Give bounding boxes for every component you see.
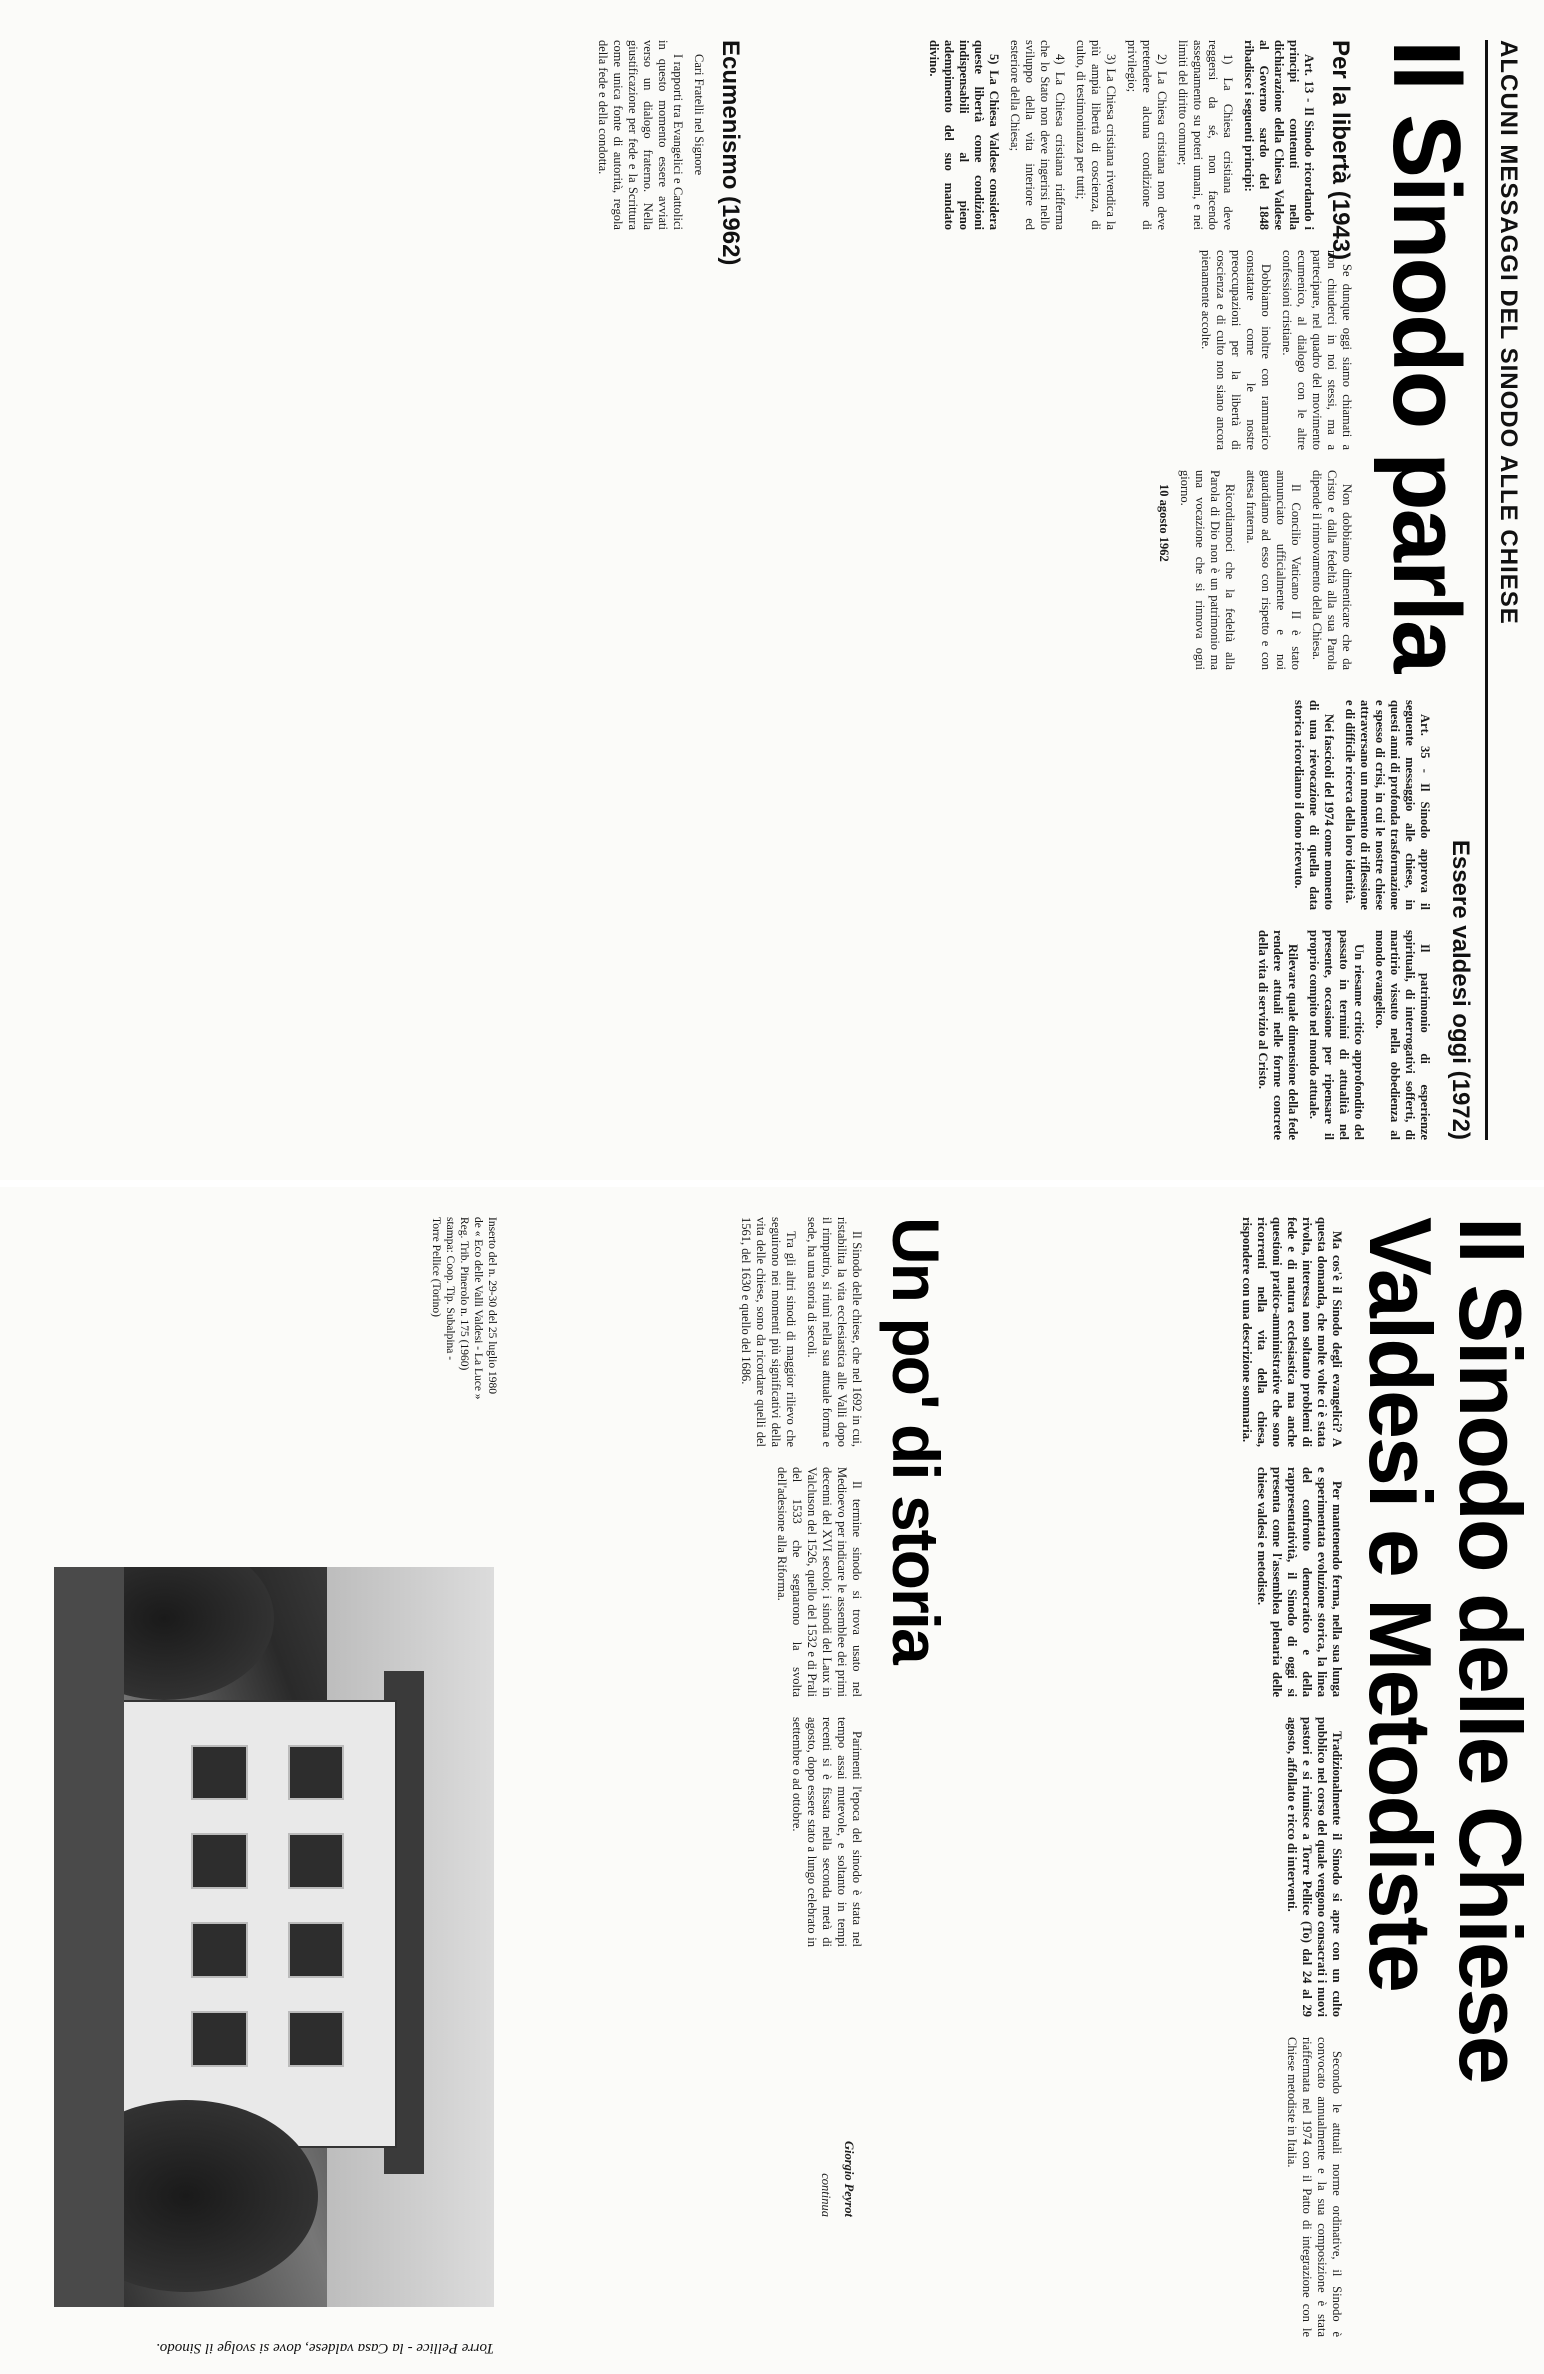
section3-paragraph: Nei fascicoli del 1974 come momento di una rievocazione di quella data storica ricordiamo il dono ricevuto. <box>1292 700 1336 910</box>
imprint-line: Inserto del n. 29-30 del 25 luglio 1980 <box>486 1217 498 1394</box>
section2-heading: Ecumenismo (1962) <box>717 40 744 266</box>
section1-paragraph: 5) La Chiesa Valdese considera queste libertà come condizioni indispensabili al pieno adempimento del suo mandato divino. <box>927 40 1001 230</box>
imprint-block <box>429 1217 499 1537</box>
main-title-line2: Valdesi e Metodiste <box>1351 1217 1450 1991</box>
section2-paragraph: Dobbiamo inoltre con rammarico constatare come le nostre preoccupazioni per la libertà di coscienza e di culto non siano ancora pienamente accolte. <box>1199 250 1273 450</box>
section2-column-3 <box>44 470 1354 670</box>
imprint-line: Reg. Trib. Pinerolo n. 175 (1960) <box>458 1217 470 1371</box>
main-title: Il Sinodo parla <box>1373 40 1480 672</box>
intro-paragraph: Per mantenendo ferma, nella sua lunga e sperimentata evoluzione storica, la linea del confronto democratico e della rappresentatività, il Sinodo di oggi si presenta come l'assemblea plenaria delle chiese valdesi e metodiste. <box>1255 1467 1344 1697</box>
photo-caption: Torre Pellice - la Casa valdese, dove si svolge il Sinodo. <box>155 2340 494 2356</box>
history-column-2 <box>514 1467 864 1697</box>
section1-paragraph: 2) La Chiesa cristiana non deve pretendere alcuna condizione di privilegio; <box>1125 40 1169 230</box>
section3-paragraph: Il patrimonio di esperienze spirituali, di interrogativi sofferti, di martirio vissuto nella obbedienza al mondo evangelico. <box>1373 930 1432 1140</box>
section1-paragraph: 4) La Chiesa cristiana riafferma che lo Stato non deve ingerirsi nello sviluppo della vita interiore ed esteriore della Chiesa; <box>1008 40 1067 230</box>
section2-paragraph: Cari Fratelli nel Signore <box>692 54 706 176</box>
section2-paragraph: Se dunque oggi siamo chiamati a non chiuderci in noi stessi, ma a partecipare, nel quadro del movimento ecumenico, al dialogo con le altre confessioni cristiane. <box>1280 250 1354 450</box>
history-column-1 <box>514 1217 864 1447</box>
section3-column-2 <box>42 930 1432 1140</box>
intro-paragraph: Tradizionalmente il Sinodo si apre con un culto pubblico nel corso del quale vengono consacrati i nuovi pastori e si riunisce a Torre Pellice (To) dal 24 al 29 agosto, affollato e ricco di interventi. <box>1285 1717 1344 2017</box>
section2-paragraph: Il Concilio Vaticano II è stato annunciato ufficialmente e noi guardiamo ad esso con rispetto e con attesa fraterna. <box>1244 470 1303 670</box>
torre-pellice-photo <box>54 1567 494 2307</box>
history-paragraph: Il Sinodo delle chiese, che nel 1692 in cui, ristabilita la vita ecclesiastica alle Valli dopo il rimpatrio, si riunì nella sua attuale forma e sede, ha una storia di secoli. <box>805 1217 864 1447</box>
section2-column-1 <box>46 40 706 230</box>
section2-column-2 <box>44 250 1354 450</box>
section1-column <box>756 40 1316 230</box>
intro-column-4 <box>974 2037 1344 2337</box>
section3-column-1 <box>42 700 1432 910</box>
continued-label: continua <box>819 2173 833 2217</box>
imprint-line: stampa: Coop. Tip. Subalpina - <box>444 1217 456 1361</box>
intro-column-3 <box>974 1717 1344 2017</box>
section1-heading: Per la libertà (1943) <box>1327 40 1354 261</box>
main-title-line1: Il Sinodo delle Chiese <box>1441 1217 1540 2083</box>
history-paragraph: Il termine sinodo si trova usato nel Medioevo per indicare le assemblee dei primi decenni del XVI secolo; i sinodi del Laux in Valcluson del 1526, quello del 1532 e di Prali del 1533 che segnarono la svolta dell'adesione alla Riforma. <box>775 1467 864 1697</box>
imprint-line: de « Eco delle Valli Valdesi - La Luce » <box>472 1217 484 1400</box>
intro-column-1 <box>974 1217 1344 1447</box>
section1-paragraph: Art. 13 - Il Sinodo ricordando i principi contenuti nella dichiarazione della Chiesa Valdese al Governo sardo del 1848 ribadisce i seguenti principi: <box>1242 40 1316 230</box>
section3-paragraph: Art. 35 - Il Sinodo approva il seguente messaggio alle chiese, in questi anni di profonda trasformazione e spesso di crisi, in cui le nostre chiese attraversano un momento di riflessione e di difficile ricerca della loro identità. <box>1343 700 1432 910</box>
section2-paragraph: Ricordiamoci che la fedeltà alla Parola di Dio non è un patrimonio ma una vocazione che si rinnova ogni giorno. <box>1178 470 1237 670</box>
section3-paragraph: Rilevare quale dimensione della fede rendere attuali nelle forme concrete della vita di servizio al Cristo. <box>1256 930 1300 1140</box>
section3-heading: Essere valdesi oggi (1972) <box>1447 839 1474 1140</box>
author-signature: Giorgio Peyrot <box>842 2140 856 2217</box>
section1-paragraph: 1) La Chiesa cristiana deve reggersi da sé, non facendo assegnamento su poteri umani, e nei limiti del diritto comune; <box>1176 40 1235 230</box>
history-paragraph: Parimenti l'epoca del sinodo è stata nel tempo assai mutevole, e soltanto in tempi recenti si è fissata nella seconda metà di agosto, dopo essere stato a lungo celebrato in settembre o ad ottobre. <box>790 1717 864 1947</box>
section2-paragraph: Non dobbiamo dimenticare che da Cristo e dalla fedeltà alla sua Parola dipende il rinnovamento della Chiesa. <box>1310 470 1354 670</box>
imprint-line: Torre Pellice (Torino) <box>430 1217 442 1317</box>
section2-paragraph: I rapporti tra Evangelici e Cattolici in questo momento essere avviati verso un dialogo fraterno. Nella giustificazione per fede e la Scrittura come unica fonte di autorità, regola della fede e della condotta. <box>596 40 685 230</box>
intro-paragraph: Secondo le attuali norme ordinative, il Sinodo è convocato annualmente e la sua composizione è stata riaffermata nel 1974 con il Patto di integrazione con le Chiese metodiste in Italia. <box>1285 2037 1344 2337</box>
history-column-4 <box>564 1967 864 2217</box>
running-head: ALCUNI MESSAGGI DEL SINODO ALLE CHIESE <box>1485 40 1522 1140</box>
section3-paragraph: Un riesame critico approfondito del passato in termini di attualità nel presente, occasione per ripensare il proprio compito nel mondo attuale. <box>1307 930 1366 1140</box>
history-column-3 <box>514 1717 864 1947</box>
section2-date: 10 agosto 1962 <box>1157 484 1171 562</box>
intro-paragraph: Ma cos'è il Sinodo degli evangelici? A questa domanda, che molte volte ci è stata rivolta, interessa non soltanto problemi di fede e di natura ecclesiastica ma anche questioni pratico-amministrative che sono ricorrenti nella vita della chiesa, rispondere con una descrizione sommaria. <box>1240 1217 1344 1447</box>
history-paragraph: Tra gli altri sinodi di maggior rilievo che seguirono nei momenti più significativi della vita delle chiese, sono da ricordare quelli del 1561, del 1630 e quello del 1686. <box>739 1217 798 1447</box>
history-title: Un po' di storia <box>879 1217 953 1663</box>
section1-paragraph: 3) La Chiesa cristiana rivendica la più ampia libertà di coscienza, di culto, di testimonianza per tutti; <box>1074 40 1118 230</box>
sheet-bottom <box>0 1187 1544 2374</box>
intro-column-2 <box>974 1467 1344 1697</box>
